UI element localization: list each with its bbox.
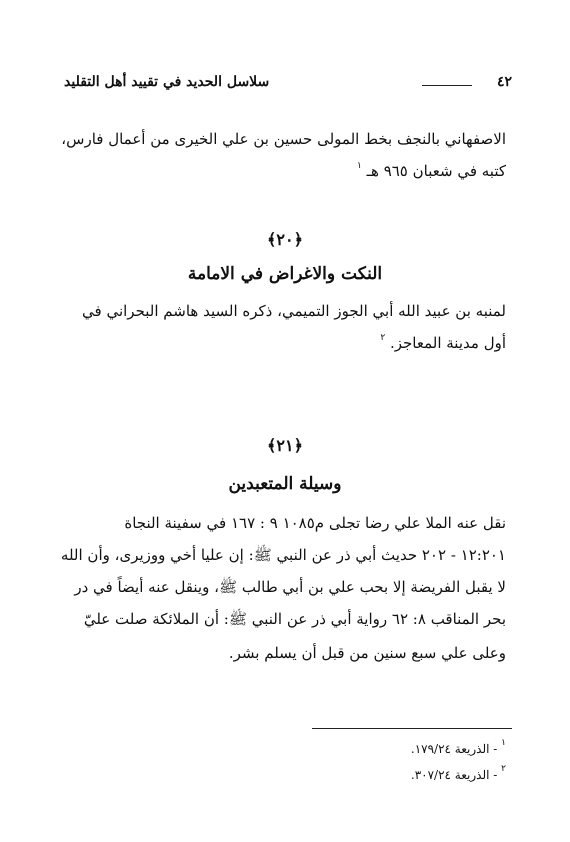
footnote-item — [410, 764, 506, 782]
footnote-ref-1: ١ — [356, 161, 362, 171]
footnote-marker: ٢ — [501, 764, 506, 774]
entry-20-line-1 — [82, 302, 506, 320]
footnote-text: - الذريعة ١٧٩/٢٤. — [410, 742, 498, 756]
footnote-marker: ١ — [501, 738, 506, 748]
footnote-text: - الذريعة ٣٠٧/٢٤. — [410, 768, 498, 782]
entry-20-line-1-text: لمنبه بن عبيد الله أبي الجوز التميمي، ذكره السيد هاشم البحراني في — [82, 302, 506, 320]
entry-20-title: النكت والاغراض في الامامة — [187, 264, 383, 284]
footnote-item — [410, 738, 506, 756]
entry-21-line: نقل عنه الملا علي رضا تجلى م١٠٨٥ ٩ : ١٦٧ في سفينة النجاة — [124, 514, 506, 532]
entry-21-line: ١٢:٢٠١ - ٢٠٢ حديث أبي ذر عن النبي ﷺ: إن عليا أخي ووزيرى، وأن الله — [60, 546, 506, 564]
entry-20-line-2 — [380, 334, 506, 352]
footnote-separator — [312, 728, 512, 729]
page-header — [64, 74, 512, 96]
page-number: ٤٢ — [496, 74, 512, 90]
entry-20-line-2-text: أول مدينة المعاجز. — [389, 334, 506, 352]
intro-line-1 — [61, 130, 506, 148]
entry-21-line: لا يقبل الفريضة إلا بحب علي بن أبي طالب ﷺ، وينقل عنه أيضاً في در — [74, 578, 506, 596]
intro-line-1-text: الاصفهاني بالنجف بخط المولى حسين بن علي الخيرى من أعمال فارس، — [61, 130, 506, 148]
footnote-ref-2: ٢ — [380, 333, 386, 343]
header-rule — [422, 85, 472, 86]
intro-line-2-text: كتبه في شعبان ٩٦٥ هـ — [366, 162, 506, 180]
entry-21-line: بحر المناقب ٨: ٦٢ رواية أبي ذر عن النبي ﷺ: أن الملائكة صلت عليّ — [83, 610, 506, 628]
entry-21-title: وسيلة المتعبدين — [228, 474, 342, 494]
entry-21-line: وعلى علي سبع سنين من قبل أن يسلم بشر. — [228, 644, 506, 662]
intro-line-2 — [357, 162, 506, 180]
entry-21-number: ﴿٢١﴾ — [267, 436, 303, 455]
entry-20-number: ﴿٢٠﴾ — [267, 230, 303, 249]
running-title: سلاسل الحديد في تقييد أهل التقليد — [64, 74, 270, 90]
